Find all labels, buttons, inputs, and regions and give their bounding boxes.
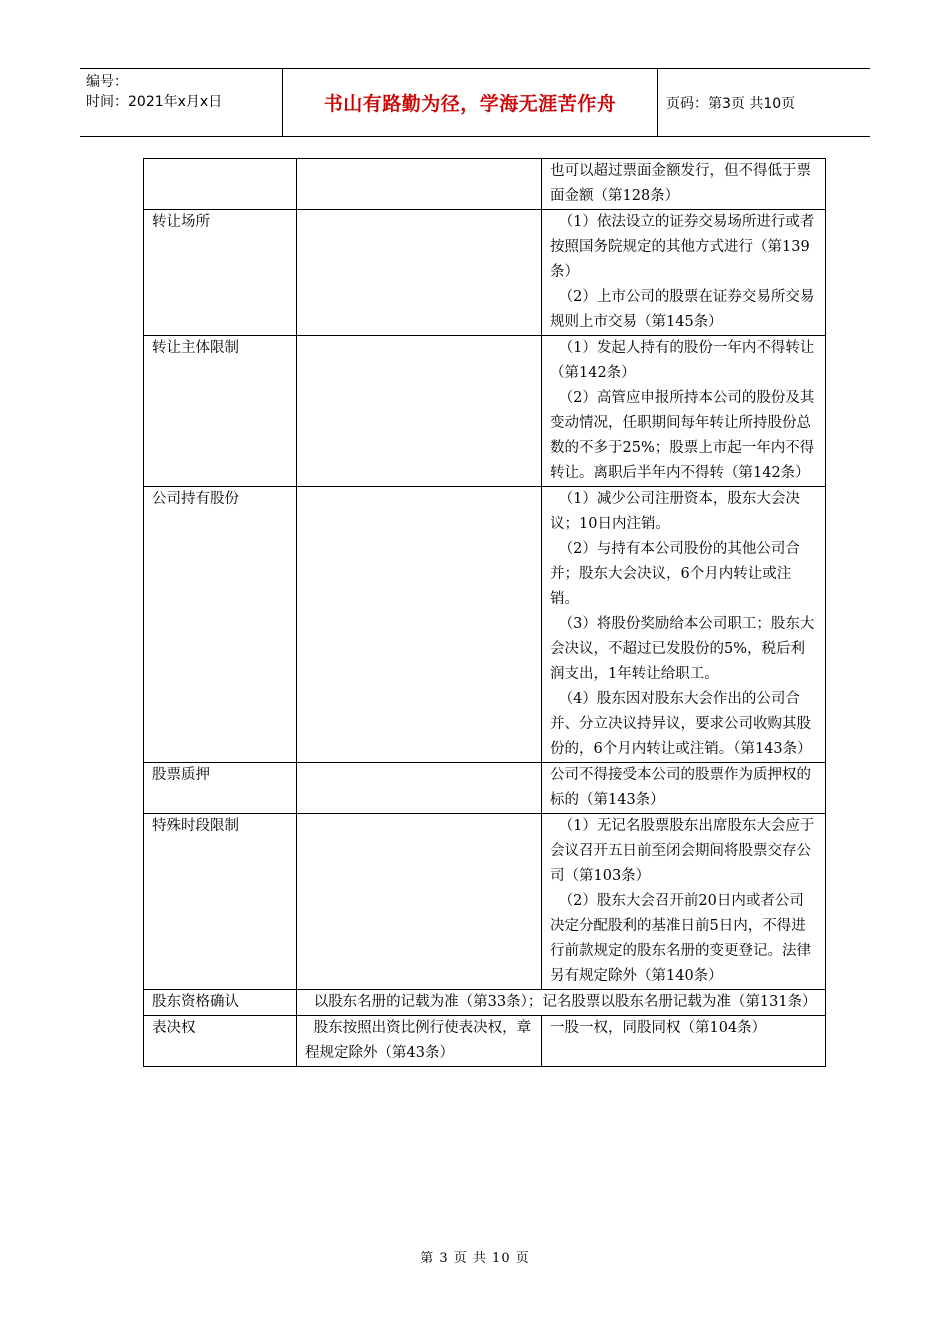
table-row [144,990,826,1016]
table-row [144,1016,826,1067]
company-law-cell [297,210,542,336]
row-label: 表决权 [152,1020,196,1036]
company-law-cell [297,1016,542,1067]
row-label: 特殊时段限制 [152,818,239,834]
joint-stock-cell [542,210,826,336]
document-time-label: 时间：2021年x月x日 [86,94,223,110]
joint-stock-paragraph: 也可以超过票面金额发行，但不得低于票面金额（第128条） [550,163,811,204]
company-law-text: 股东按照出资比例行使表决权，章程规定除外（第43条） [305,1020,532,1061]
header-motto: 书山有路勤为径，学海无涯苦作舟 [282,69,658,136]
joint-stock-paragraph: 公司不得接受本公司的股票作为质押权的标的（第143条） [550,767,811,808]
joint-stock-paragraph: （2）股东大会召开前20日内或者公司决定分配股利的基准日前5日内，不得进行前款规定的股东名册的变更登记。法律另有规定除外（第140条） [550,893,811,984]
row-label-cell [144,990,297,1016]
company-law-cell [297,487,542,763]
page-header [80,68,870,137]
row-label-cell [144,336,297,487]
joint-stock-cell [542,487,826,763]
merged-text: 以股东名册的记载为准（第33条）；记名股票以股东名册记载为准（第131条） [313,994,817,1010]
joint-stock-cell [542,1016,826,1067]
row-label-cell [144,159,297,210]
table-row [144,763,826,814]
row-label-cell [144,814,297,990]
joint-stock-cell [542,336,826,487]
row-label: 转让主体限制 [152,340,239,356]
table-row [144,210,826,336]
row-label: 股东资格确认 [152,994,239,1010]
row-label-cell [144,1016,297,1067]
header-page-number: 页码：第3页 共10页 [666,95,796,112]
joint-stock-paragraph: （2）上市公司的股票在证券交易所交易规则上市交易（第145条） [550,289,815,330]
table-row [144,159,826,210]
joint-stock-paragraph: （1）发起人持有的股份一年内不得转让（第142条） [550,340,815,381]
row-label-cell [144,763,297,814]
table-row [144,814,826,990]
document-number-label: 编号： [86,74,128,90]
row-label-cell [144,487,297,763]
company-law-cell [297,336,542,487]
joint-stock-paragraph: （2）与持有本公司股份的其他公司合并；股东大会决议，6个月内转让或注销。 [550,541,800,607]
header-meta [80,69,282,136]
table-row [144,336,826,487]
joint-stock-paragraph: 一股一权，同股同权（第104条） [550,1020,767,1036]
row-label: 转让场所 [152,214,210,230]
row-label: 公司持有股份 [152,491,239,507]
page-footer: 第 3 页 共 10 页 [420,1251,530,1266]
joint-stock-cell [542,159,826,210]
joint-stock-paragraph: （1）无记名股票股东出席股东大会应于会议召开五日前至闭会期间将股票交存公司（第103条） [550,818,815,884]
company-law-cell [297,763,542,814]
joint-stock-paragraph: （4）股东因对股东大会作出的公司合并、分立决议持异议，要求公司收购其股份的，6个月内转让或注销。（第143条） [550,691,812,757]
comparison-table [143,158,826,1067]
joint-stock-cell [542,763,826,814]
company-law-cell [297,159,542,210]
merged-cell [297,990,826,1016]
company-law-cell [297,814,542,990]
joint-stock-cell [542,814,826,990]
joint-stock-paragraph: （3）将股份奖励给本公司职工；股东大会决议，不超过已发股份的5%，税后利润支出，1年转让给职工。 [550,616,815,682]
joint-stock-paragraph: （1）依法设立的证券交易场所进行或者按照国务院规定的其他方式进行（第139条） [550,214,815,280]
table-row [144,487,826,763]
joint-stock-paragraph: （1）减少公司注册资本，股东大会决议；10日内注销。 [550,491,800,532]
row-label: 股票质押 [152,767,210,783]
row-label-cell [144,210,297,336]
joint-stock-paragraph: （2）高管应申报所持本公司的股份及其变动情况，任职期间每年转让所持股份总数的不多于25%；股票上市起一年内不得转让。离职后半年内不得转（第142条） [550,390,815,481]
